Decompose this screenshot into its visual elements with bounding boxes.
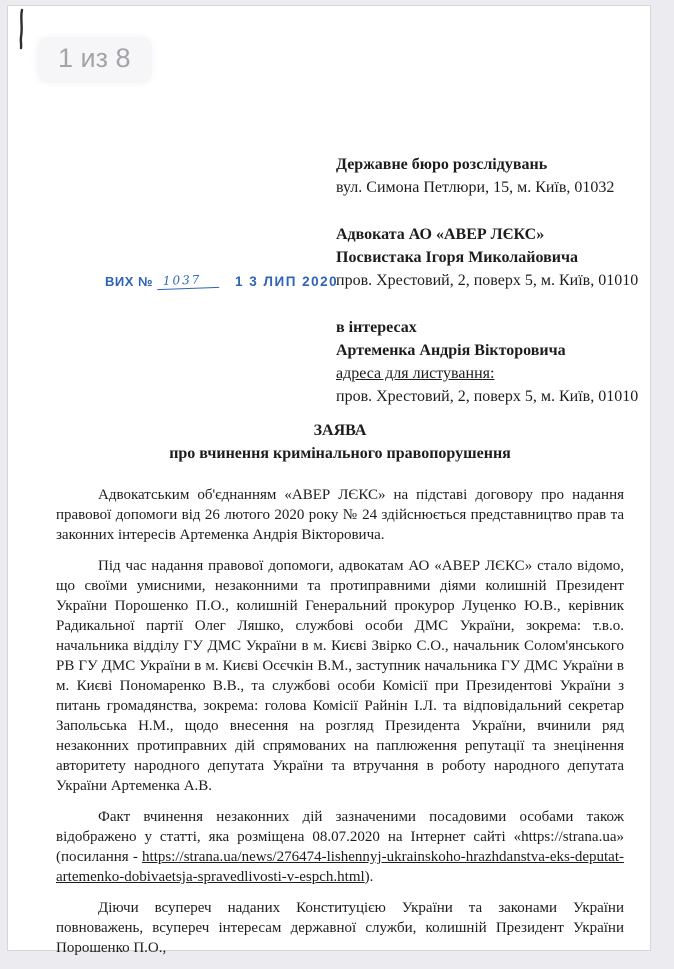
recipient-group	[336, 153, 641, 199]
recipient-line: адреса для листування:	[336, 365, 495, 382]
document-body	[56, 485, 624, 969]
pen-mark-artifact	[16, 8, 28, 55]
stamp-handwritten-number: 1037	[157, 272, 220, 290]
recipient-group	[336, 316, 641, 408]
document-paragraph	[56, 485, 624, 545]
document-text: Під час надання правової допомоги, адвокатам АО «АВЕР ЛЄКС» стало відомо, що своїми умисними, незаконними та протиправними діями колишній Президент України Порошенко П.О., колишній Генеральний прокурор Луценко Ю.В., керівник Радикальної партії Олег Ляшко, службові особи ДМС України, зокрема: т.в.о. начальника відділу ГУ ДМС України в м. Києві Звірко С.О., начальник Солом'янського РВ ГУ ДМС України в м. Києві Осєчкін В.М., заступник начальника ГУ ДМС України в м. Києві Пономаренко В.В., та службові особи Комісії при Президентові України з питань громадянства, зокрема: голова Комісії Райнін І.Л. та відповідальний секретар Запольська Н.М., щодо внесення на розгляд Президента України, вчинили ряд незаконних протиправних дій спрямованих на паплюження репутації та знецінення авторитету народного депутата України та втручання в роботу народного депутата України Артеменка А.В.	[56, 558, 624, 794]
recipient-line: Артеменка Андрія Вікторовича	[336, 342, 566, 359]
outgoing-number-stamp	[105, 274, 338, 291]
recipient-line: вул. Симона Петлюри, 15, м. Київ, 01032	[336, 179, 615, 196]
document-text: Адвокатським об'єднанням «АВЕР ЛЄКС» на підставі договору про надання правової допомоги від 26 лютого 2020 року № 24 здійснюється представництво прав та законних інтересів Артеменка Андрія Вікторовича.	[56, 487, 624, 543]
recipient-line: пров. Хрестовий, 2, поверх 5, м. Київ, 01010	[336, 388, 639, 405]
document-paragraph	[56, 556, 624, 796]
document-paragraph	[56, 898, 624, 958]
recipient-line: пров. Хрестовий, 2, поверх 5, м. Київ, 01010	[336, 272, 639, 289]
recipient-line: Державне бюро розслідувань	[336, 156, 548, 173]
recipient-group	[336, 223, 641, 292]
document-title-line2: про вчинення кримінального правопорушення	[169, 445, 511, 462]
document-text: Діючи всупереч наданих Конституцією України та законами України повноважень, всупереч інтересам державної служби, колишній Президент України Порошенко П.О.,	[56, 900, 624, 956]
document-link-text: https://strana.ua/news/276474-lishennyj-ukrainskoho-hrazhdanstva-eks-deputat-artemenko-dobivaetsja-spravedlivosti-v-espch.html	[56, 849, 624, 885]
document-paragraph	[56, 807, 624, 887]
recipient-line: в інтересах	[336, 319, 417, 336]
document-text: Факт вчинення незаконних дій зазначеними посадовими особами також відображено у статті, яка розміщена 08.07.2020 на Інтернет сайті «https://strana.ua» (посилання -	[56, 809, 624, 865]
document-page	[7, 5, 651, 956]
recipient-block	[336, 153, 641, 408]
document-text: ).	[364, 869, 374, 885]
recipient-line: Адвоката АО «АВЕР ЛЄКС»	[336, 226, 545, 243]
page-indicator: 1 из 8	[37, 37, 152, 83]
stamp-prefix-label: ВИХ №	[105, 274, 154, 289]
document-title	[56, 419, 624, 465]
recipient-line: Посвистака Ігоря Миколайовича	[336, 249, 578, 266]
stamp-date: 1 3 ЛИП 2020	[235, 274, 339, 289]
document-title-line1: ЗАЯВА	[313, 422, 367, 439]
